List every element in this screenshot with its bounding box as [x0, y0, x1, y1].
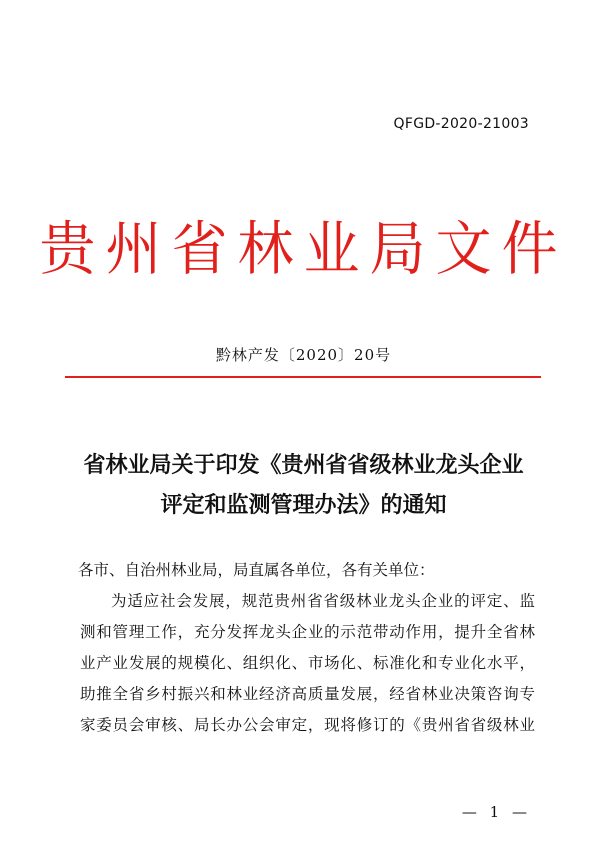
notice-title-line-1: 省林业局关于印发《贵州省省级林业龙头企业: [83, 453, 524, 478]
body-line: 家委员会审核、局长办公会审定，现将修订的《贵州省省级林业: [80, 716, 535, 734]
notice-title-line-2: 评定和监测管理办法》的通知: [160, 493, 447, 518]
document-number: 黔林产发〔2020〕20号: [215, 346, 392, 364]
page-number: — 1 —: [461, 803, 531, 821]
body-line: 测和管理工作，充分发挥龙头企业的示范带动作用，提升全省林: [80, 623, 535, 641]
red-divider: [65, 376, 541, 378]
salutation: 各市、自治州林业局，局直属各单位，各有关单位：: [78, 561, 435, 579]
document-body: [80, 555, 535, 741]
body-line: 助推全省乡村振兴和林业经济高质量发展，经省林业决策咨询专: [80, 685, 535, 703]
body-line: 业产业发展的规模化、组织化、市场化、标准化和专业化水平，: [80, 654, 535, 672]
notice-title: [60, 446, 547, 526]
body-line: 为适应社会发展，规范贵州省省级林业龙头企业的评定、监: [111, 592, 535, 610]
document-code: QFGD-2020-21003: [393, 116, 529, 132]
masthead-title: 贵州省林业局文件: [39, 215, 568, 284]
